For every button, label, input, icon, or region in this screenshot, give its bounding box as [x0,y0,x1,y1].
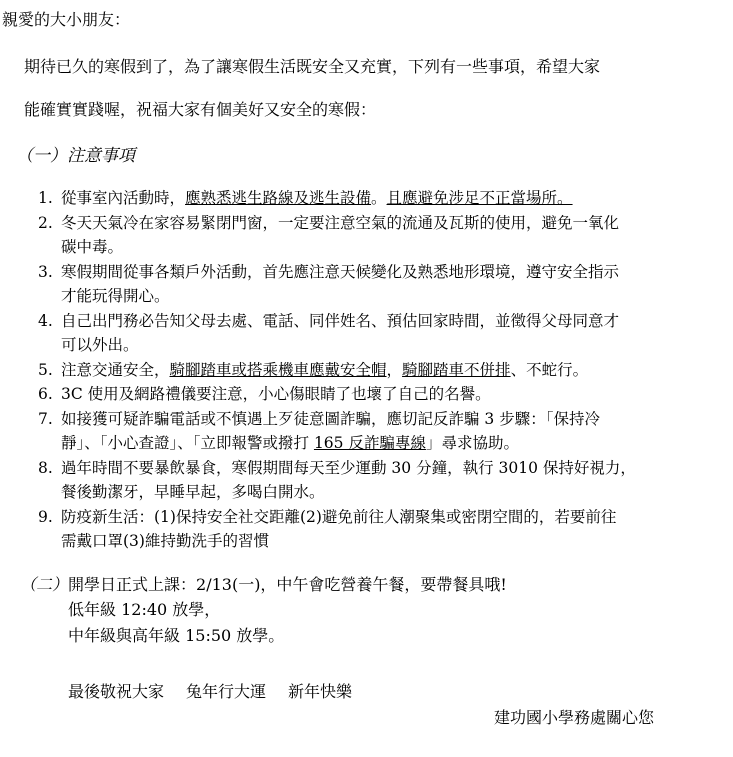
item-number: 7. [38,409,53,428]
dismissal-upper-grades: 中年級與高年級 15:50 放學。 [68,626,285,645]
item-text [61,431,720,456]
item-emphasis: 應熟悉逃生路線及逃生設備 [185,189,372,207]
list-item [30,358,720,383]
list-item [30,186,720,211]
section-1-heading: （一）注意事項 [16,146,135,166]
closing-part: 兔年行大運 [186,682,267,701]
list-item [30,407,720,456]
item-emphasis: 165 反詐騙專線 [313,434,426,452]
item-number: 1. [38,189,53,207]
item-text: 餐後勤潔牙，早睡早起，多喝白開水。 [61,483,325,501]
item-text: 從事室內活動時， [61,189,186,207]
item-text: 如接獲可疑詐騙電話或不慎遇上歹徒意圖詐騙，應切記反詐騙 3 步驟：「保持冷 [61,409,600,428]
greeting: 親愛的大小朋友： [2,10,131,29]
item-text: 才能玩得開心。 [61,287,170,305]
item-number: 5. [38,360,53,379]
item-text: 3C 使用及網路禮儀要注意，小心傷眼睛了也壞了自己的名譽。 [61,385,491,403]
item-text: 過年時間不要暴飲暴食，寒假期間每天至少運動 30 分鐘，執行 3010 保持好視力， [61,458,636,477]
item-text: 防疫新生活：(1)保持安全社交距離(2)避免前往人潮聚集或密閉空間的，若要前往 [61,507,617,526]
closing-wishes [68,680,352,704]
item-number: 6. [38,385,53,403]
item-text: 、不蛇行。 [510,360,589,379]
list-item [30,211,720,260]
item-text-part: 靜」、「小心查證」、「立即報警或撥打 [61,434,314,452]
item-text: 冬天天氣冷在家容易緊閉門窗，一定要注意空氣的流通及瓦斯的使用，避免一氧化 [61,213,620,232]
list-item [30,260,720,309]
item-emphasis: 騎腳踏車不併排 [402,360,511,379]
section-2-text: 開學日正式上課：2/13(一)，中午會吃營養午餐，要帶餐具哦! [68,575,507,594]
signature: 建功國小學務處關心您 [494,708,655,727]
item-text: ， [386,360,403,379]
notice-list [30,186,720,554]
item-number: 2. [38,213,53,232]
item-text: 可以外出。 [61,336,139,354]
item-text: 。 [371,189,387,207]
item-text: 注意交通安全， [61,360,170,379]
item-text-part: 」尋求協助。 [425,434,519,452]
intro-line-2: 能確實實踐喔，祝福大家有個美好又安全的寒假： [24,100,377,119]
item-number: 4. [38,311,53,330]
section-2-heading [20,573,507,597]
item-text: 碳中毒。 [61,238,124,256]
item-emphasis: 騎腳踏車或搭乘機車應戴安全帽 [169,360,387,379]
intro-line-1: 期待已久的寒假到了，為了讓寒假生活既安全又充實，下列有一些事項，希望大家 [24,57,601,76]
item-number: 3. [38,262,53,281]
list-item [30,456,720,505]
item-emphasis: 且應避免涉足不正當場所。 [386,189,573,207]
item-number: 9. [38,507,53,526]
closing-part: 新年快樂 [288,682,353,701]
closing-part: 最後敬祝大家 [68,682,165,701]
item-text: 寒假期間從事各類戶外活動，首先應注意天候變化及熟悉地形環境，遵守安全指示 [61,262,620,281]
list-item [30,382,720,407]
section-2-number: （二） [20,575,69,594]
dismissal-lower-grades: 低年級 12:40 放學， [68,600,221,619]
list-item [30,505,720,554]
item-number: 8. [38,458,53,477]
item-text: 需戴口罩(3)維持勤洗手的習慣 [61,532,269,550]
item-text: 自己出門務必告知父母去處、電話、同伴姓名、預估回家時間，並徵得父母同意才 [61,311,620,330]
list-item [30,309,720,358]
